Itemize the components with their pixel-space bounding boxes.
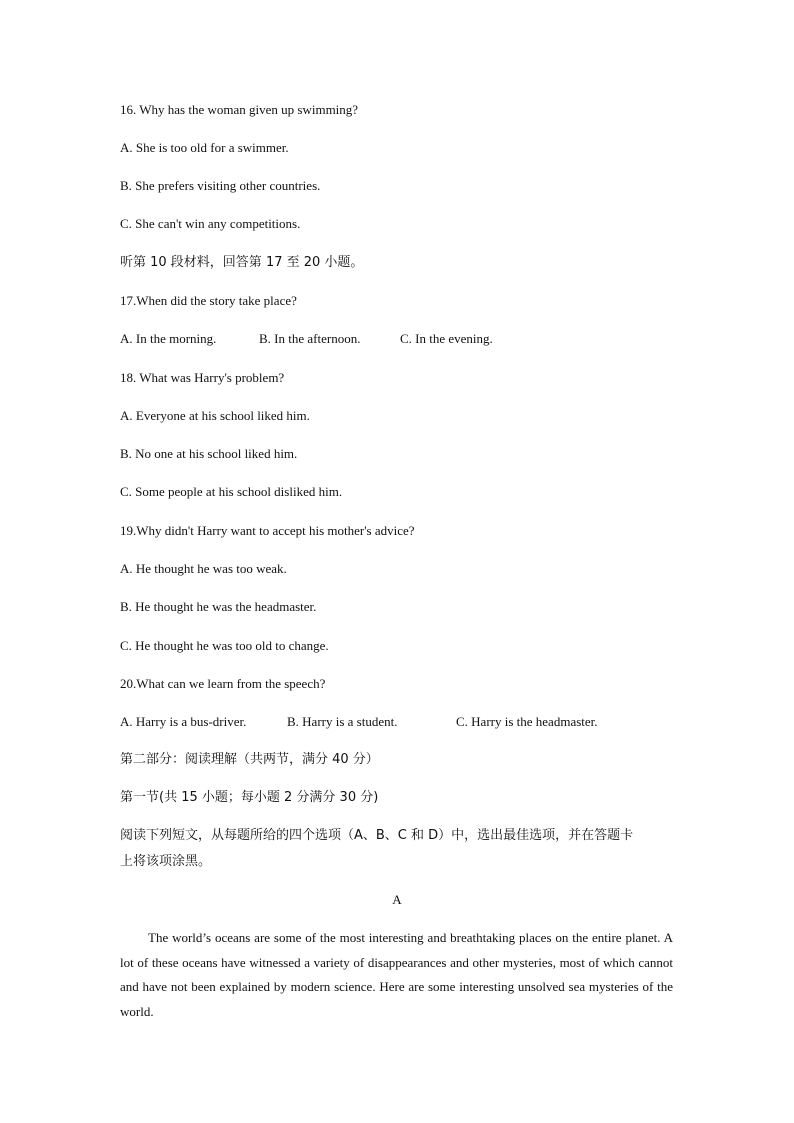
question-16-option-a: A. She is too old for a swimmer.: [120, 140, 289, 155]
question-17-option-a: A. In the morning.: [120, 331, 217, 346]
question-16: 16. Why has the woman given up swimming?: [120, 102, 359, 117]
question-20: 20.What can we learn from the speech?: [120, 676, 326, 691]
question-18: 18. What was Harry's problem?: [120, 370, 285, 385]
passage-label: A: [392, 892, 402, 907]
section-one-heading: 第一节(共 15 小题；每小题 2 分满分 30 分): [120, 790, 379, 805]
part-two-heading: 第二部分：阅读理解（共两节，满分 40 分）: [120, 752, 379, 767]
question-19-option-a: A. He thought he was too weak.: [120, 561, 287, 576]
question-19-option-b: B. He thought he was the headmaster.: [120, 599, 317, 614]
question-19: 19.Why didn't Harry want to accept his mother's advice?: [120, 523, 415, 538]
question-20-option-b: B. Harry is a student.: [287, 714, 398, 729]
question-19-option-c: C. He thought he was too old to change.: [120, 638, 329, 653]
question-17-options: [120, 331, 493, 347]
question-20-options: [120, 714, 598, 730]
passage-paragraph: The world’s oceans are some of the most interesting and breathtaking places on the entire planet. A lot of these oceans have witnessed a variety of disappearances and other mysteries, most of which cannot and have not been explained by modern science. Here are some interesting unsolved sea mysteries of the world.: [120, 930, 673, 1019]
question-17-option-c: C. In the evening.: [400, 331, 493, 346]
question-17-option-b: B. In the afternoon.: [259, 331, 361, 346]
reading-instruction-line-1: 阅读下列短文，从每题所给的四个选项（A、B、C 和 D）中，选出最佳选项，并在答题卡: [120, 828, 634, 843]
question-16-option-b: B. She prefers visiting other countries.: [120, 178, 321, 193]
question-18-option-c: C. Some people at his school disliked him.: [120, 484, 343, 499]
question-18-option-b: B. No one at his school liked him.: [120, 446, 298, 461]
question-20-option-a: A. Harry is a bus-driver.: [120, 714, 247, 729]
listening-instruction-10: 听第 10 段材料，回答第 17 至 20 小题。: [120, 255, 364, 270]
question-20-option-c: C. Harry is the headmaster.: [456, 714, 598, 729]
question-18-option-a: A. Everyone at his school liked him.: [120, 408, 310, 423]
question-17: 17.When did the story take place?: [120, 293, 297, 308]
question-16-option-c: C. She can't win any competitions.: [120, 216, 301, 231]
reading-instruction-line-2: 上将该项涂黑。: [120, 854, 212, 869]
